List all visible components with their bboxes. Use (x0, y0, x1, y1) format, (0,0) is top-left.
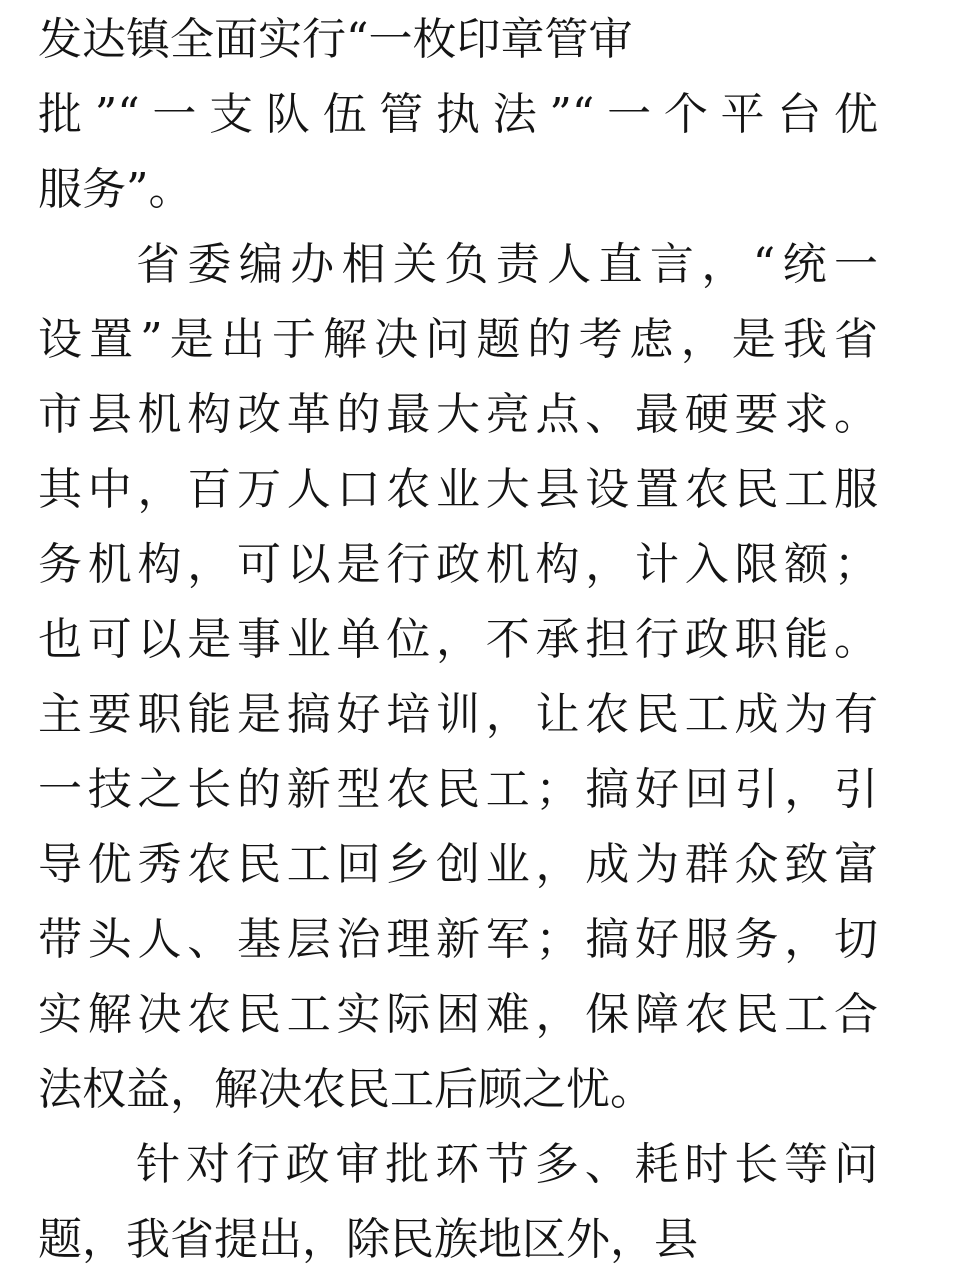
text-line-8: 务机构，可以是行政机构，计入限额； (38, 539, 878, 590)
text-line-9: 也可以是事业单位，不承担行政职能。 (38, 614, 878, 665)
text-line-11: 一技之长的新型农民工；搞好回引，引 (38, 764, 878, 815)
text-line-6: 市县机构改革的最大亮点、最硬要求。 (38, 389, 878, 440)
text-line-4: 省委编办相关负责人直言，“统一 (136, 239, 878, 290)
text-line-10: 主要职能是搞好培训，让农民工成为有 (38, 689, 878, 740)
text-line-17: 题，我省提出，除民族地区外，县 (38, 1214, 698, 1265)
text-line-3: 服务”。 (38, 164, 193, 215)
text-line-14: 实解决农民工实际困难，保障农民工合 (38, 989, 878, 1040)
text-line-1: 发达镇全面实行“一枚印章管审 (38, 14, 633, 65)
text-line-7: 其中，百万人口农业大县设置农民工服 (38, 464, 878, 515)
text-line-15: 法权益，解决农民工后顾之忧。 (38, 1064, 654, 1115)
text-line-12: 导优秀农民工回乡创业，成为群众致富 (38, 839, 878, 890)
text-line-5: 设置”是出于解决问题的考虑，是我省 (38, 314, 878, 365)
text-line-16: 针对行政审批环节多、耗时长等问 (136, 1139, 878, 1190)
text-line-13: 带头人、基层治理新军；搞好服务，切 (38, 914, 878, 965)
text-line-2: 批”“一支队伍管执法”“一个平台优 (38, 89, 878, 140)
